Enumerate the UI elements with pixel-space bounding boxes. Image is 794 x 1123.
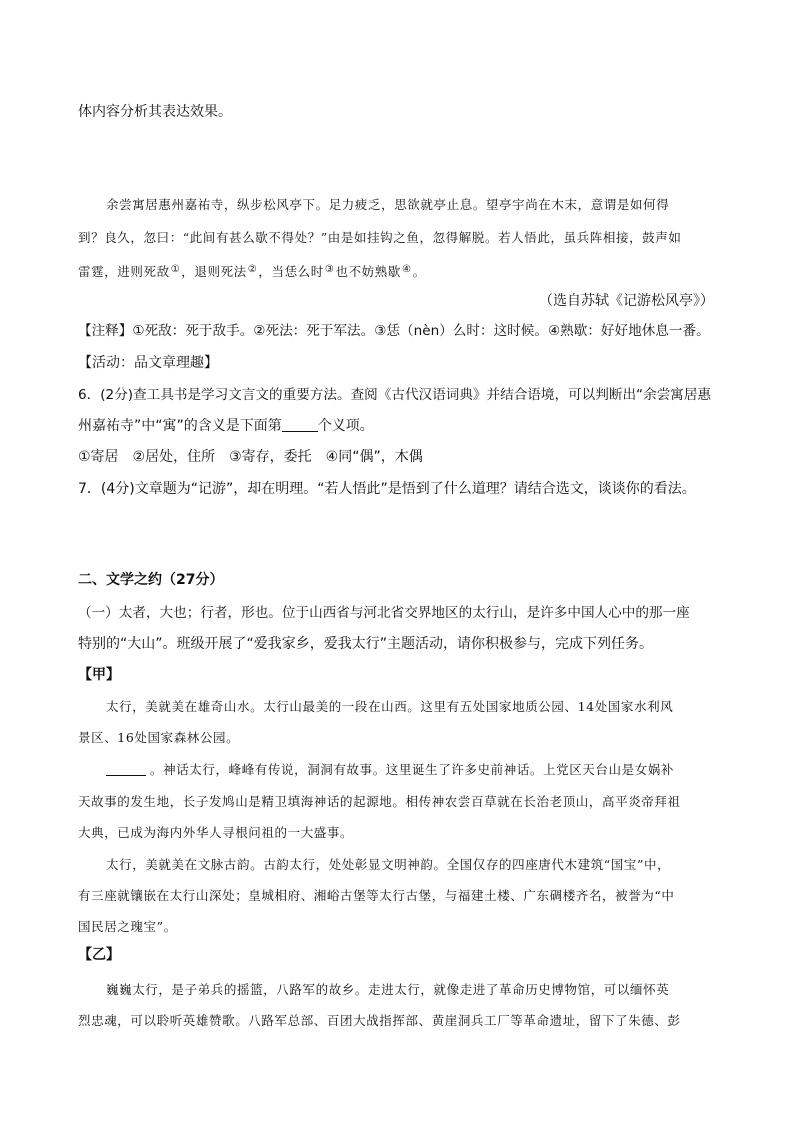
prev-question-tail: 体内容分析其表达效果。 [78,104,232,120]
annotation-notes: 【注释】①死敌：死于敌手。②死法：死于军法。③恁（nèn）么时：这时候。④熟歇：好好地休息一番。 [78,323,710,339]
question-6-line-2 [78,417,374,435]
jia-paragraph-1-line-2: 景区、16处国家森林公园。 [78,730,240,745]
section-2-intro-line-2: 特别的“大山”。班级开展了“爱我家乡，爱我太行”主题活动，请你积极参与，完成下列任务。 [78,636,654,652]
note-marker: ② [247,264,258,275]
section-2-intro-line-1: （一）太者，大也；行者，形也。位于山西省与河北省交界地区的太行山，是许多中国人心中的那一座 [78,605,690,621]
yi-paragraph-line-2: 烈忠魂，可以聆听英雄赞歌。八路军总部、百团大战指挥部、黄崖洞兵工厂等革命遗址，留下了朱德、彭 [78,1013,681,1028]
passage-text: ，当恁么时 [258,264,324,279]
passage-line-2: 到？良久，忽曰：“此间有甚么歇不得处？”由是如挂钩之鱼，忽得解脱。若人悟此，虽兵阵相接，鼓声如 [78,230,682,245]
passage-text: 雷霆，进则死敌 [78,264,170,279]
passage-text: ，退则死法 [181,264,247,279]
jia-paragraph-3-line-3: 国民居之瑰宝”。 [78,919,177,934]
question-6-options: ①寄居 ②居处，住所 ③寄存，委托 ④同“偶”，木偶 [78,449,423,465]
jia-paragraph-2-line-2: 天故事的发生地，长子发鸠山是精卫填海神话的起源地。相传神农尝百草就在长治老顶山，高平炎帝拜祖 [78,794,681,809]
question-6-text: 个义项。 [317,418,374,434]
jia-paragraph-2-line-3: 大典，已成为海内外华人寻根问祖的一大盛事。 [78,825,354,840]
jia-paragraph-1-line-1: 太行，美就美在雄奇山水。太行山最美的一段在山西。这里有五处国家地质公园、14处国家水利风 [106,699,674,714]
yi-paragraph-line-1: 巍巍太行，是子弟兵的摇篮，八路军的故乡。走进太行，就像走进了革命历史博物馆，可以缅怀英 [106,982,670,997]
question-6-line-1: 6．(2分)查工具书是学习文言文的重要方法。查阅《古代汉语词典》并结合语境，可以判断出“余尝寓居惠 [78,387,712,403]
material-yi-label: 【乙】 [78,947,120,963]
note-marker: ① [170,264,181,275]
note-marker: ③ [324,264,335,275]
section-2-title: 二、文学之约（27分） [78,572,224,588]
passage-source: （选自苏轼《记游松风亭》） [539,293,714,309]
question-7: 7．(4分)文章题为“记游”，却在明理。“若人悟此”是悟到了什么道理？请结合选文，谈谈你的看法。 [78,481,696,497]
jia-paragraph-2-line-1 [106,761,674,779]
passage-text: 。 [412,264,426,279]
answer-blank[interactable] [282,419,318,432]
jia-paragraph-3-line-2: 有三座就镶嵌在太行山深处；皇城相府、湘峪古堡等太行古堡，与福建土楼、广东碉楼齐名，被誉为“中 [78,888,675,903]
activity-heading: 【活动：品文章理趣】 [78,355,218,371]
passage-text: 也不妨熟歇 [335,264,401,279]
passage-line-1: 余尝寓居惠州嘉祐寺，纵步松风亭下。足力疲乏，思欲就亭止息。望亭宇尚在木末，意谓是如何得 [106,197,670,212]
jia-paragraph-2-text: 。神话太行，峰峰有传说，洞洞有故事。这里诞生了许多史前神话。上党区天台山是女娲补 [150,762,675,777]
jia-paragraph-3-line-1: 太行，美就美在文脉古韵。古韵太行，处处彰显文明神韵。全国仅存的四座唐代木建筑“国宝”中， [106,857,671,872]
material-jia-label: 【甲】 [78,667,120,683]
passage-line-3 [78,261,426,281]
fill-in-blank[interactable] [106,763,146,776]
note-marker: ④ [401,264,412,275]
question-6-text: 州嘉祐寺”中“寓”的含义是下面第 [78,418,282,434]
